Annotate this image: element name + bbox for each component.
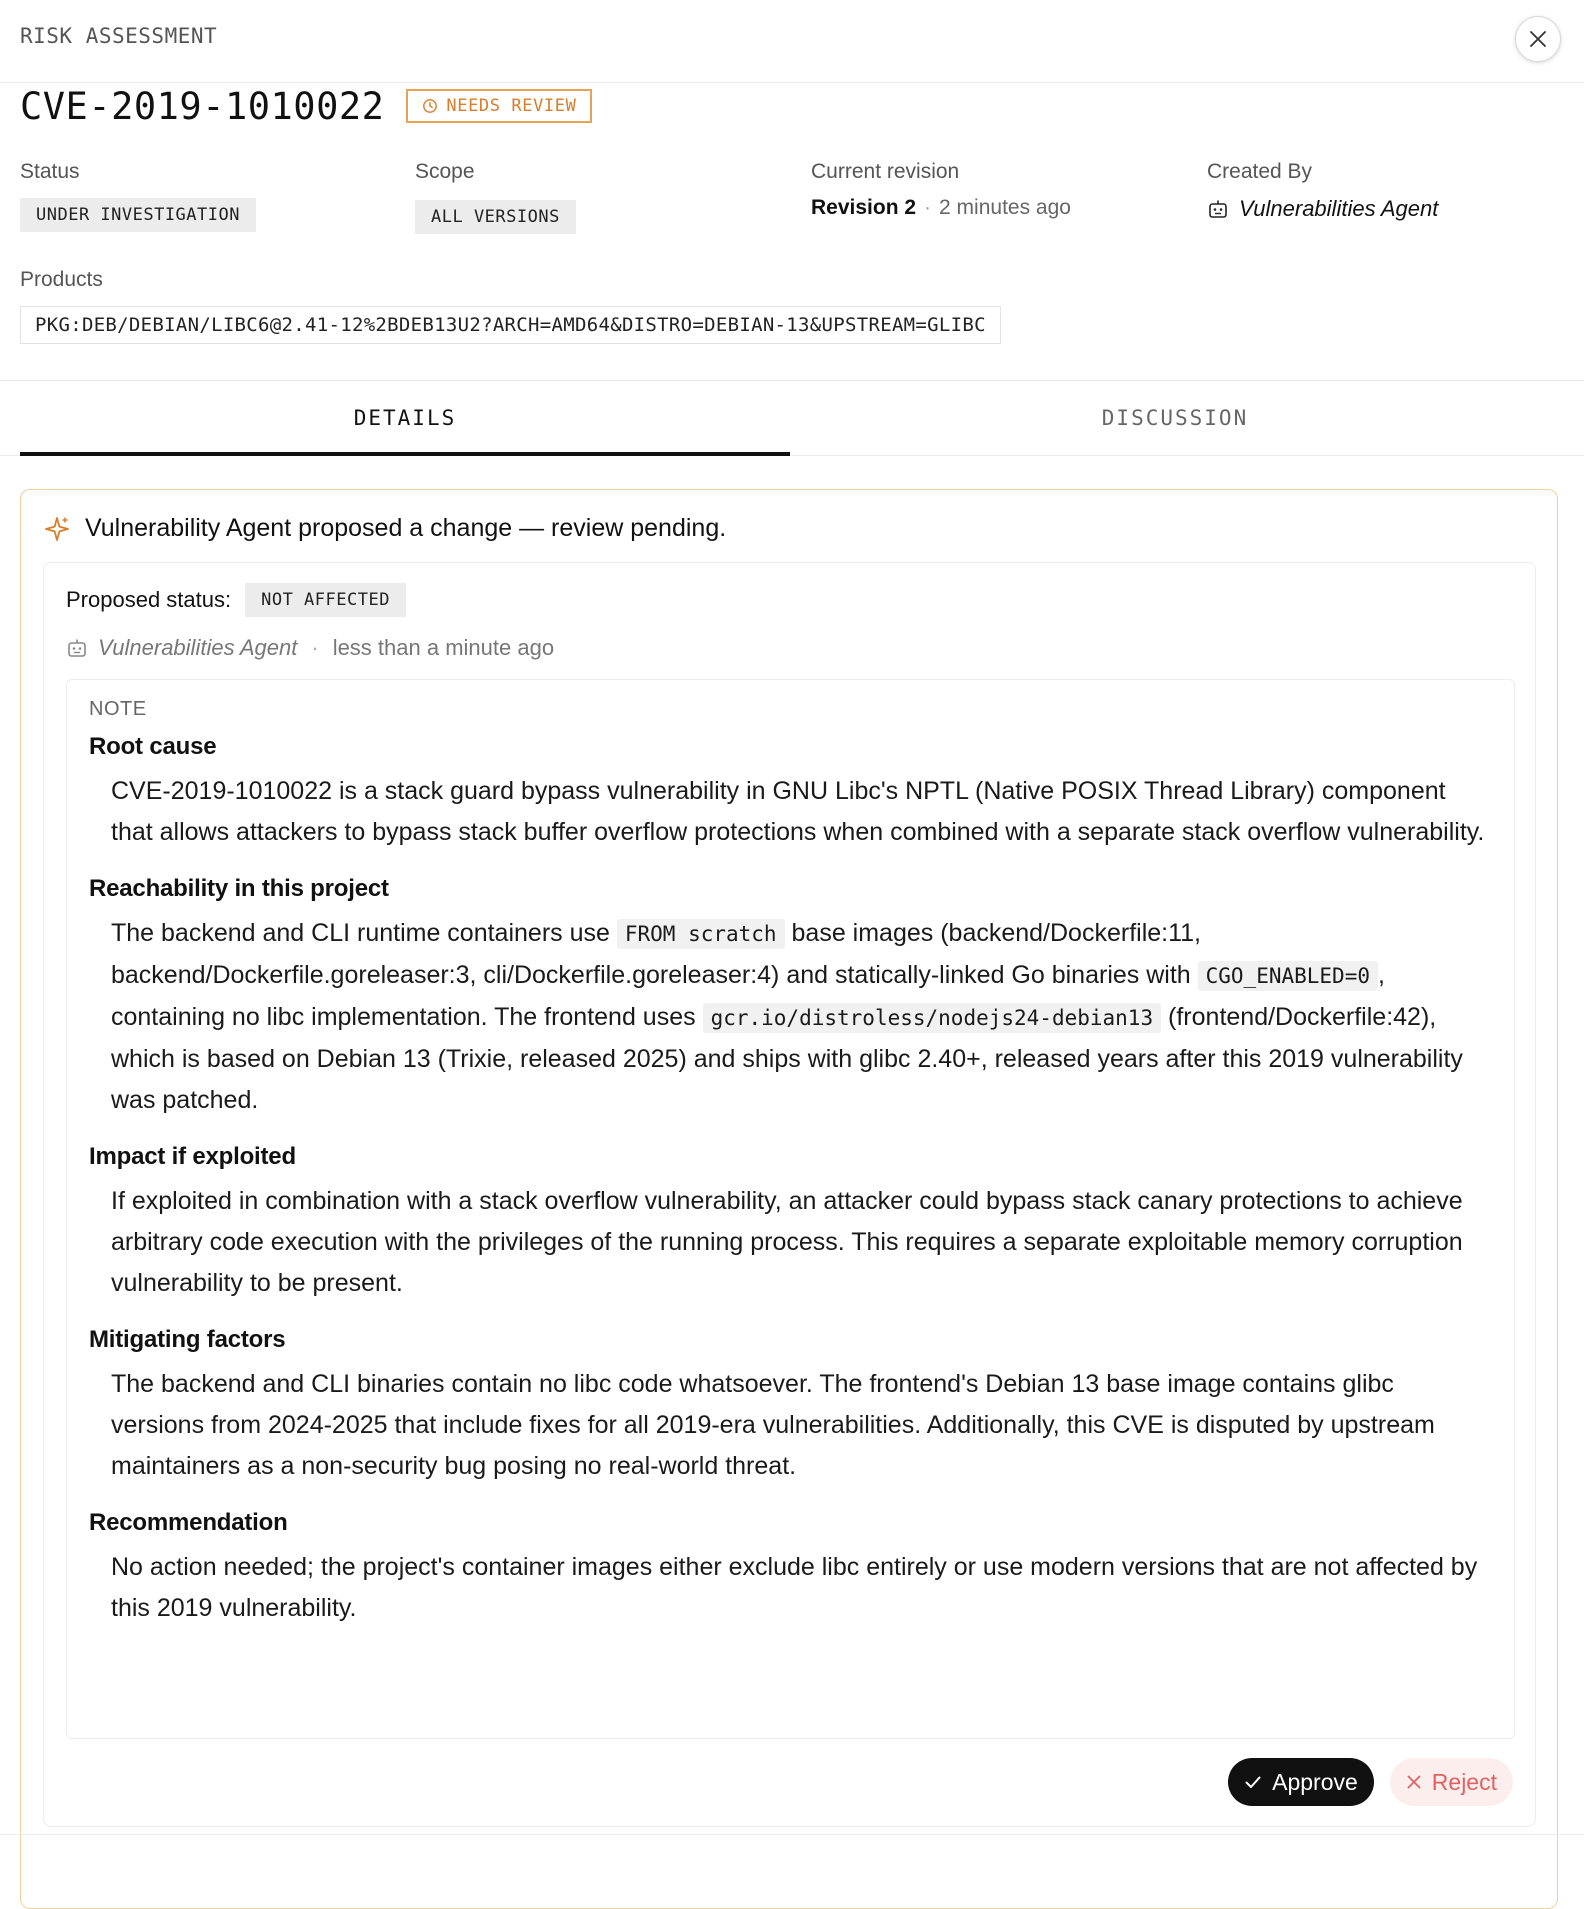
status-badge	[406, 89, 592, 123]
text-run: base images (backend/Dockerfile:11, backend/Dockerfile.goreleaser:3, cli/Dockerfile.goreleaser:4) and statically-linked Go binaries with	[111, 919, 1201, 989]
close-button[interactable]	[1515, 16, 1561, 62]
section-mitigating	[89, 1326, 1492, 1487]
text-run: , containing no libc implementation. The frontend uses	[111, 961, 1385, 1031]
x-icon	[1406, 1774, 1422, 1790]
section-text: If exploited in combination with a stack overflow vulnerability, an attacker could bypass stack canary protections to achieve arbitrary code execution with the privileges of the running process. This requires a separate exploitable memory corruption vulnerability to be present.	[111, 1187, 1463, 1297]
revision-separator: ·	[924, 196, 932, 219]
meta-revision	[811, 160, 1071, 220]
section-impact	[89, 1143, 1492, 1304]
text-run: The backend and CLI runtime containers use	[111, 919, 617, 947]
inline-code: gcr.io/distroless/nodejs24-debian13	[703, 1003, 1162, 1033]
section-text: CVE-2019-1010022 is a stack guard bypass vulnerability in GNU Libc's NPTL (Native POSIX Thread Library) component that allows attackers to bypass stack buffer overflow protections when combined with a separate stack overflow vulnerability.	[111, 777, 1485, 846]
section-heading: Mitigating factors	[89, 1326, 286, 1353]
text-run: (frontend/Dockerfile:42), which is based on Debian 13 (Trixie, released 2025) and ships with glibc 2.40+, released years after this 2019 vulnerability was patched.	[111, 1003, 1463, 1114]
status-badge-label: NEEDS REVIEW	[446, 96, 577, 116]
proposal-title: Vulnerability Agent proposed a change — review pending.	[85, 514, 727, 542]
section-reachability	[89, 875, 1492, 1121]
section-text: No action needed; the project's container images either exclude libc entirely or use modern versions that are not affected by this 2019 vulnerability.	[111, 1553, 1478, 1622]
revision-info	[811, 196, 1071, 220]
section-heading: Reachability in this project	[89, 875, 389, 902]
proposal-actions	[1228, 1758, 1513, 1806]
status-chip: UNDER INVESTIGATION	[20, 198, 256, 232]
robot-icon	[66, 637, 88, 659]
created-by-value: Vulnerabilities Agent	[1239, 196, 1439, 221]
proposal-time: less than a minute ago	[332, 635, 555, 660]
proposed-status-chip: NOT AFFECTED	[245, 583, 406, 617]
proposal-byline	[66, 635, 554, 661]
tab-details[interactable]: DETAILS	[20, 381, 790, 455]
meta-created-by	[1207, 160, 1438, 222]
proposal-header	[43, 514, 726, 543]
proposed-status	[66, 583, 406, 617]
meta-created-by-label: Created By	[1207, 160, 1313, 183]
section-heading: Root cause	[89, 733, 217, 760]
products-label: Products	[20, 268, 103, 291]
section-heading: Impact if exploited	[89, 1143, 296, 1170]
proposed-status-label: Proposed status:	[66, 587, 232, 612]
check-icon	[1244, 1773, 1262, 1791]
proposal-author: Vulnerabilities Agent	[98, 635, 298, 660]
panel-header	[0, 0, 1584, 83]
sparkle-icon	[43, 515, 71, 543]
note-label: NOTE	[89, 698, 147, 720]
section-recommendation	[89, 1509, 1492, 1629]
panel-label: RISK ASSESSMENT	[20, 24, 218, 48]
meta-scope-label: Scope	[415, 160, 475, 183]
tab-bar	[0, 380, 1584, 456]
proposal-card	[20, 489, 1558, 1909]
inline-code: FROM scratch	[617, 919, 785, 949]
tab-discussion[interactable]: DISCUSSION	[1101, 406, 1249, 430]
section-text	[111, 913, 1492, 1121]
inline-code: CGO_ENABLED=0	[1198, 961, 1378, 991]
proposal-body	[43, 562, 1536, 1827]
section-heading: Recommendation	[89, 1509, 288, 1536]
meta-revision-label: Current revision	[811, 160, 960, 183]
meta-status	[20, 160, 256, 232]
reject-button[interactable]	[1390, 1758, 1513, 1806]
close-icon	[1528, 29, 1548, 49]
page-title: CVE-2019-1010022	[20, 84, 385, 128]
robot-icon	[1207, 198, 1229, 220]
scope-chip: ALL VERSIONS	[415, 200, 576, 234]
clock-icon	[422, 98, 438, 114]
title-row	[20, 82, 592, 130]
section-text: The backend and CLI binaries contain no libc code whatsoever. The frontend's Debian 13 base image contains glibc versions from 2024-2025 that include fixes for all 2019-era vulnerabilities. Additionally, this CVE is disputed by upstream maintainers as a non-security bug posing no real-world threat.	[111, 1370, 1435, 1480]
revision-time: 2 minutes ago	[939, 196, 1071, 219]
meta-scope	[415, 160, 576, 234]
approve-button[interactable]	[1228, 1758, 1374, 1806]
product-purl: PKG:DEB/DEBIAN/LIBC6@2.41-12%2BDEB13U2?ARCH=AMD64&DISTRO=DEBIAN-13&UPSTREAM=GLIBC	[20, 306, 1001, 344]
footer-divider	[0, 1834, 1584, 1835]
meta-status-label: Status	[20, 160, 80, 183]
created-by	[1207, 196, 1438, 222]
approve-label: Approve	[1272, 1768, 1358, 1795]
note-box	[66, 679, 1515, 1739]
revision-number: Revision 2	[811, 196, 917, 219]
byline-separator: ·	[311, 635, 319, 660]
section-root-cause	[89, 733, 1492, 853]
reject-label: Reject	[1431, 1768, 1497, 1795]
